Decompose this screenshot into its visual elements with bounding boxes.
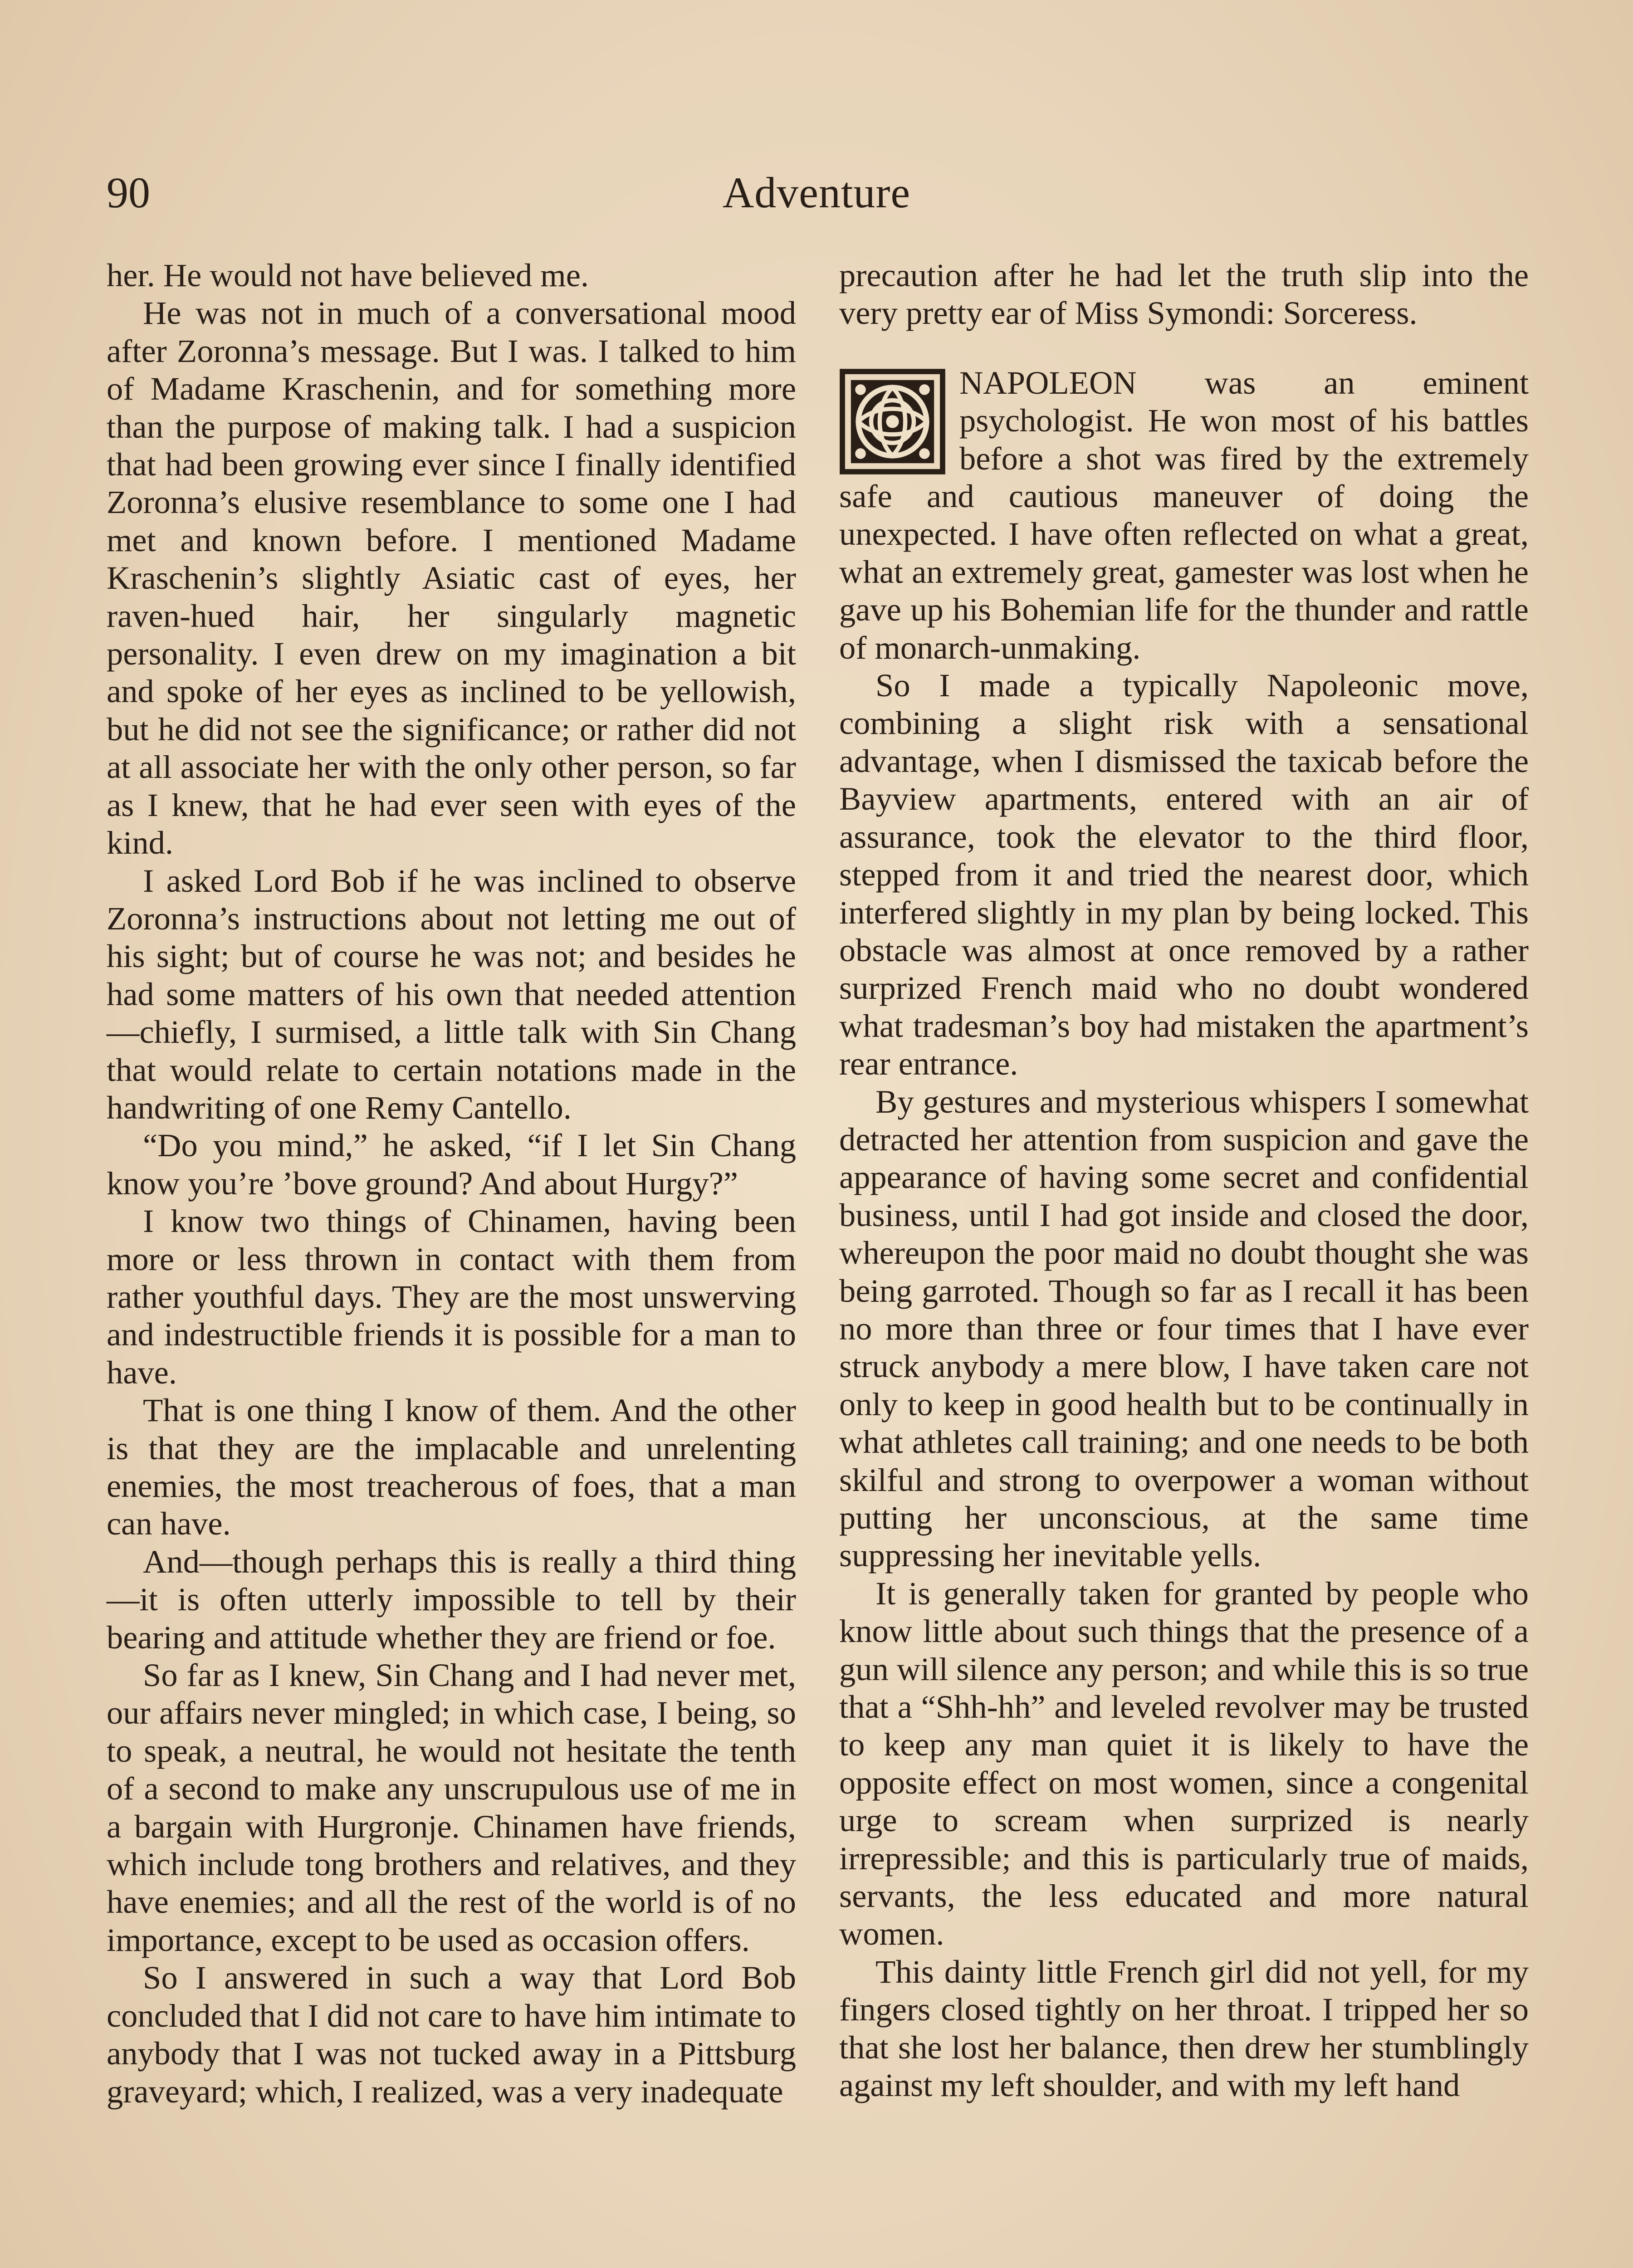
paragraph: I asked Lord Bob if he was inclined to observe Zoronna’s instructions about not letting me out of his sight; but of course he was not; and besides he had some matters of his own that needed attention—chiefly, I surmised, a little talk with Sin Chang that would relate to certain notations made in the handwriting of one Remy Cantello. <box>107 862 796 1126</box>
section-break <box>839 332 1529 364</box>
celtic-knot-ornament-icon <box>839 368 946 475</box>
paragraph: So I made a typically Napoleonic move, combining a slight risk with a sensational advantage, when I dismissed the taxicab before the Bayview apartments, entered with an air of assurance, took the elevator to the third floor, stepped from it and tried the nearest door, which interfered slightly in my plan by being locked. This obstacle was almost at once removed by a rather surprized French maid who no doubt wondered what tradesman’s boy had mistaken the apartment’s rear entrance. <box>839 667 1529 1082</box>
paragraph: So I answered in such a way that Lord Bob concluded that I did not care to have him intimate to anybody that I was not tucked away in a Pittsburg graveyard; which, I realized, was a very inadequate <box>107 1959 796 2110</box>
section-opening-paragraph <box>839 364 1529 666</box>
paragraph: That is one thing I know of them. And the other is that they are the implacable and unrelenting enemies, the most treacherous of foes, that a man can have. <box>107 1392 796 1542</box>
left-column <box>107 256 796 2110</box>
right-column <box>839 256 1529 2104</box>
paragraph: And—though perhaps this is really a third thing—it is often utterly impossible to tell by their bearing and attitude whether they are friend or foe. <box>107 1543 796 1656</box>
page-header <box>0 163 1633 222</box>
paragraph: “Do you mind,” he asked, “if I let Sin Chang know you’re ’bove ground? And about Hurgy?” <box>107 1127 796 1202</box>
paragraph: It is generally taken for granted by people who know little about such things that the presence of a gun will silence any person; and while this is so true that a “Shh-hh” and leveled revolver may be trusted to keep any man quiet it is likely to have the opposite effect on most women, since a congenital urge to scream when surprized is nearly irrepressible; and this is particularly true of maids, servants, the less educated and more natural women. <box>839 1574 1529 1952</box>
paragraph: This dainty little French girl did not yell, for my fingers closed tightly on her throat. I tripped her so that she lost her balance, then drew her stumblingly against my left shoulder, and with my left hand <box>839 1953 1529 2104</box>
magazine-title: Adventure <box>722 168 911 217</box>
paragraph: So far as I knew, Sin Chang and I had never met, our affairs never mingled; in which case, I being, so to speak, a neutral, he would not hesitate the tenth of a second to make any unscrupulous use of me in a bargain with Hurgronje. Chinamen have friends, which include tong brothers and relatives, and they have enemies; and all the rest of the world is of no importance, except to be used as occasion offers. <box>107 1657 796 1958</box>
paragraph: By gestures and mysterious whispers I somewhat detracted her attention from suspicion and gave the appearance of having some secret and confidential business, until I had got inside and closed the door, whereupon the poor maid no doubt thought she was being garroted. Though so far as I recall it has been no more than three or four times that I have ever struck anybody a mere blow, I have taken care not only to keep in good health but to be continually in what athletes call training; and one needs to be both skilful and strong to overpower a woman without putting her unconscious, at the same time suppressing her inevitable yells. <box>839 1083 1529 1574</box>
paragraph: precaution after he had let the truth slip into the very pretty ear of Miss Symondi: Sorceress. <box>839 257 1529 332</box>
paragraph: I know two things of Chinamen, having been more or less thrown in contact with them from rather youthful days. They are the most unswerving and indestructible friends it is possible for a man to have. <box>107 1202 796 1391</box>
paragraph: her. He would not have believed me. <box>107 257 589 293</box>
section-opening-text: NAPOLEON was an eminent psychologist. He won most of his battles before a shot was fired by the extremely safe and cautious maneuver of doing the unexpected. I have often reflected on what a great, what an extremely great, gamester was lost when he gave up his Bohemian life for the thunder and rattle of monarch-unmaking. <box>839 364 1529 666</box>
page-number: 90 <box>107 168 150 217</box>
paragraph: He was not in much of a conversational mood after Zoronna’s message. But I was. I talked to him of Madame Kraschenin, and for something more than the purpose of making talk. I had a suspicion that had been growing ever since I finally identified Zoronna’s elusive resemblance to some one I had met and known before. I mentioned Madame Kraschenin’s slightly Asiatic cast of eyes, her raven-hued hair, her singularly magnetic personality. I even drew on my imagination a bit and spoke of her eyes as inclined to be yellowish, but he did not see the significance; or rather did not at all associate her with the only other person, so far as I knew, that he had ever seen with eyes of the kind. <box>107 294 796 861</box>
